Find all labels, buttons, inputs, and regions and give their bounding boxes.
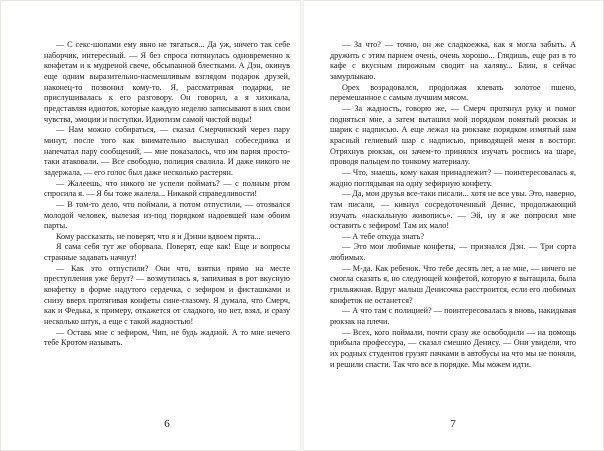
paragraph: — В том-то дело, что поймали, а потом отпустили, — отозвался молодой человек, вылезая из-под порядком надоевшей нам обоим парты. (44, 199, 290, 231)
paragraph: — Жалеешь, что никого не успели поймать? — с полным ртом спросила я. — Я бы тоже жалела... Никакой справедливости! (44, 178, 290, 199)
right-page-text (330, 40, 576, 402)
paragraph: — Нам можно собираться, — сказал Смерчинский через пару минут, после того как внимательно выслушал собеседника и напечатал пару сообщений, — мне показалось, что им парня просто-таки атаковали. — Все свободно, полиция свалила. И даже никого не задержала, — его голос был даже несколько растерян. (44, 125, 290, 177)
paragraph: Орех возрадовался, продолжая клевать золотое пшено, перемешанное с самым лучшим мясом. (330, 82, 576, 103)
paragraph: — За жадность, говорю же, — Смерч протянул руку и помог подняться мне, а затем выташил мой порядком помятый рюкзак и шарик с надписью. А еще лежал на рюкзаке порядком измятый нам красный гелиевый шар с надписью, приводящей меня в восторг. Отряхнув рюкзак, он зачем-то принялся изучать роспись на шаре, проводя пальцем по тонкому материалу. (330, 103, 576, 167)
page-number-left: 6 (164, 418, 170, 430)
paragraph: — А тебе откуда знать? (342, 231, 424, 241)
right-page (330, 40, 576, 430)
paragraph: — Да, мои друзья все-таки писали... хотя не все увы. Это, наверно, там писали, — кивнул сосредоточенный Денис, продолжающий изучать «наскальную живопись». — Эй, ну я же попросил мне оставить с зефиром! Там их мало! (330, 189, 576, 231)
paragraph: Я сама себя тут же оборвала. Поверят, еще как! Еще и вопросы странные задавать начнут! (44, 242, 290, 263)
page-number-right: 7 (450, 418, 456, 430)
paragraph: — Оставь мне с зефиром, Чип, не будь жадной. А то мне нечего тебе Кротом называть. (44, 327, 290, 348)
paragraph: — М-да. Как ребенок. Что тебе десять лет, а не мне, — ничего не смогла сказать я, но следующей конфетой, которую я вытащила, была грильяжная. Вдруг малыш Денисочка расстроится, если его любимых конфеток не останется? (330, 263, 576, 305)
paragraph: — Как это отпустили? Они что, взятки прямо на месте преступления уже берут? — возмутилась я, запихивая в рот вкусную конфетку в форме надутого сердечка, с зефиром и фисташками и снизу вверх протягивая конфеты сине-глазому. Я думала, что Смерч, как и Федька, к примеру, откажется от сладкого, но нет, взял, и сразу несколько штук, а еще с такой жадностью! (44, 263, 290, 327)
left-page (44, 40, 290, 430)
paragraph: — Что, знаешь, кому какая принадлежит? — поинтересовалась я, жадно поглядывая на одну зефирную конфету. (330, 167, 576, 188)
left-page-text (44, 40, 290, 402)
paragraph: — А что там с полицией? — поинтересовалась я вновь, накидывая рюкзак на плечи. (330, 306, 576, 327)
paragraph: — За что? — точно, он же сладкоежка, как я могла забыть. А дружить с этим парнем очень, очень хорошо... Глядишь, еще раз в то кафе с вкусным пирожным сводит на халяву... Блин, я сейчас замурлыкаю. (330, 40, 576, 81)
paragraph: Кому рассказать, не поверят, что я и Дэнни вдвоем прята... (56, 231, 261, 241)
paragraph: — Всех, кого поймали, почти сразу же освободили — на помощь прибыла профессура, — сказал смешно Денису. — Они увидели, что их родных студентов грузят пачками в автобусы на что мы не поняли, и решили спасти. Так что все в порядке. Мы можем идти. (330, 327, 576, 369)
paragraph: — Это мои любимые конфеты, — признался Дэн. — Три сорта любимых. (330, 242, 576, 263)
paragraph: — С секс-шопами ему явно не тягаться... Да уж, ничего так себе наборчик, интересный. — Я без спроса потянулась одновременно к конфетам и к мудреной свече, обсыпанной блестками. А Дэн, окинув еще одним выразительно-насмешливым взглядом подарок друзей, наконец-то позвонил кому-то. Я, рассматривая подарки, не прислушивалась к его разговору. Он говорил, а я хихикала, представляя идиотов, которые каждую неделю записывают в них свои чувства, эмоции и поступки. Идиотизм самой чистой воды! (44, 40, 290, 124)
book-gutter (300, 0, 304, 451)
